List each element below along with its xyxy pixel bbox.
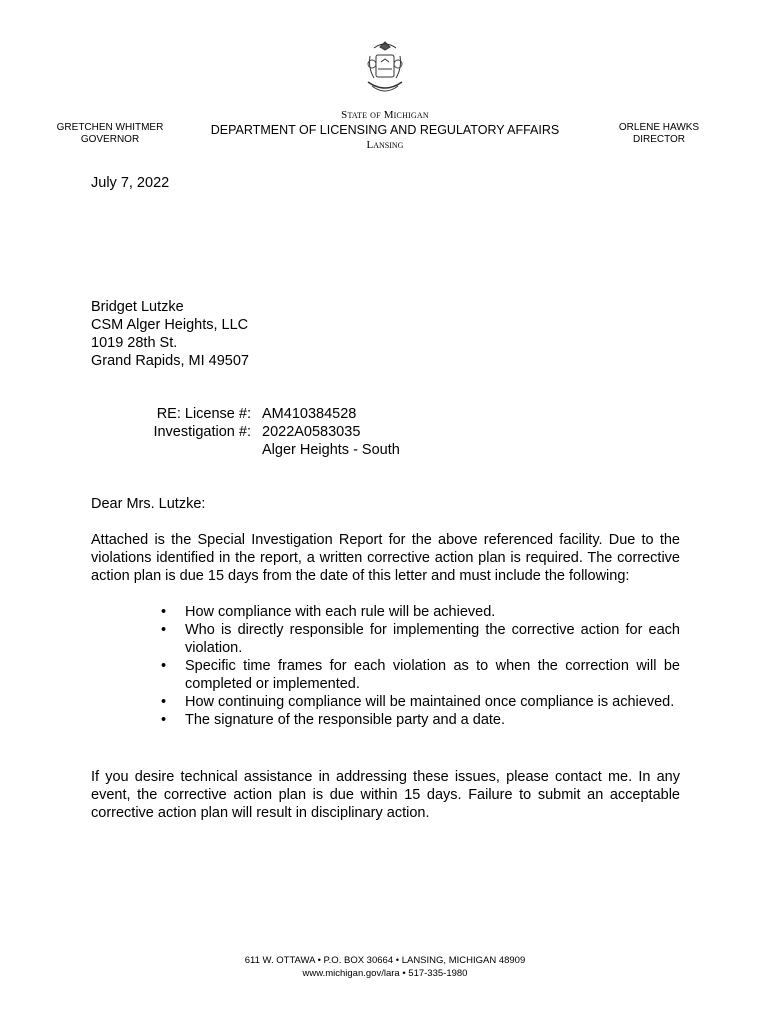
recipient-company: CSM Alger Heights, LLC bbox=[91, 317, 249, 333]
recipient-address bbox=[91, 298, 249, 370]
director-title: DIRECTOR bbox=[632, 134, 686, 145]
salutation: Dear Mrs. Lutzke: bbox=[91, 496, 206, 512]
facility-name: Alger Heights - South bbox=[262, 442, 400, 458]
list-item bbox=[91, 603, 680, 621]
list-item bbox=[91, 657, 680, 693]
license-number: AM410384528 bbox=[262, 406, 357, 422]
list-item-text: How compliance with each rule will be achieved. bbox=[185, 604, 496, 620]
license-label: RE: License #: bbox=[156, 406, 251, 422]
bullet-icon: • bbox=[161, 604, 167, 620]
governor-name: GRETCHEN WHITMER bbox=[56, 122, 164, 133]
body-paragraph-2: If you desire technical assistance in addressing these issues, please contact me. In any event, the corrective action plan is due within 15 days. Failure to submit an acceptable corrective action plan will result in disciplinary action. bbox=[91, 769, 680, 821]
bullet-icon: • bbox=[161, 694, 167, 710]
recipient-name: Bridget Lutzke bbox=[91, 299, 184, 315]
list-item-text: The signature of the responsible party and a date. bbox=[185, 712, 506, 728]
michigan-seal-icon bbox=[360, 38, 410, 98]
requirements-list bbox=[91, 603, 680, 729]
recipient-city: Grand Rapids, MI 49507 bbox=[91, 353, 249, 369]
bullet-icon: • bbox=[161, 622, 167, 638]
investigation-row bbox=[91, 423, 400, 441]
investigation-label: Investigation #: bbox=[153, 424, 251, 440]
director-block bbox=[603, 122, 715, 146]
list-item bbox=[91, 711, 680, 729]
bullet-icon: • bbox=[161, 712, 167, 728]
footer-contact: www.michigan.gov/lara • 517-335-1980 bbox=[302, 968, 468, 979]
list-item bbox=[91, 693, 680, 711]
license-row bbox=[91, 405, 400, 423]
director-name: ORLENE HAWKS bbox=[618, 122, 700, 133]
list-item-text: Who is directly responsible for implementing the corrective action for each violation. bbox=[185, 622, 680, 656]
body-paragraph-1: Attached is the Special Investigation Report for the above referenced facility. Due to the violations identified in the report, a written corrective action plan is required. The corrective action plan is due 15 days from the date of this letter and must include the following: bbox=[91, 532, 680, 584]
footer-address: 611 W. OTTAWA • P.O. BOX 30664 • LANSING, MICHIGAN 48909 bbox=[244, 955, 526, 966]
investigation-number: 2022A0583035 bbox=[262, 424, 361, 440]
list-item bbox=[91, 621, 680, 657]
governor-block bbox=[50, 122, 170, 146]
department-name: DEPARTMENT OF LICENSING AND REGULATORY AFFAIRS bbox=[210, 123, 560, 137]
list-item-text: How continuing compliance will be maintained once compliance is achieved. bbox=[185, 694, 675, 710]
list-item-text: Specific time frames for each violation as to when the correction will be completed or implemented. bbox=[185, 658, 680, 692]
state-line: State of Michigan bbox=[341, 109, 429, 121]
bullet-icon: • bbox=[161, 658, 167, 674]
letter-date: July 7, 2022 bbox=[91, 175, 170, 191]
recipient-street: 1019 28th St. bbox=[91, 335, 178, 351]
department-city: Lansing bbox=[366, 139, 404, 151]
facility-row bbox=[91, 441, 400, 459]
reference-block bbox=[91, 405, 400, 459]
governor-title: GOVERNOR bbox=[80, 134, 140, 145]
